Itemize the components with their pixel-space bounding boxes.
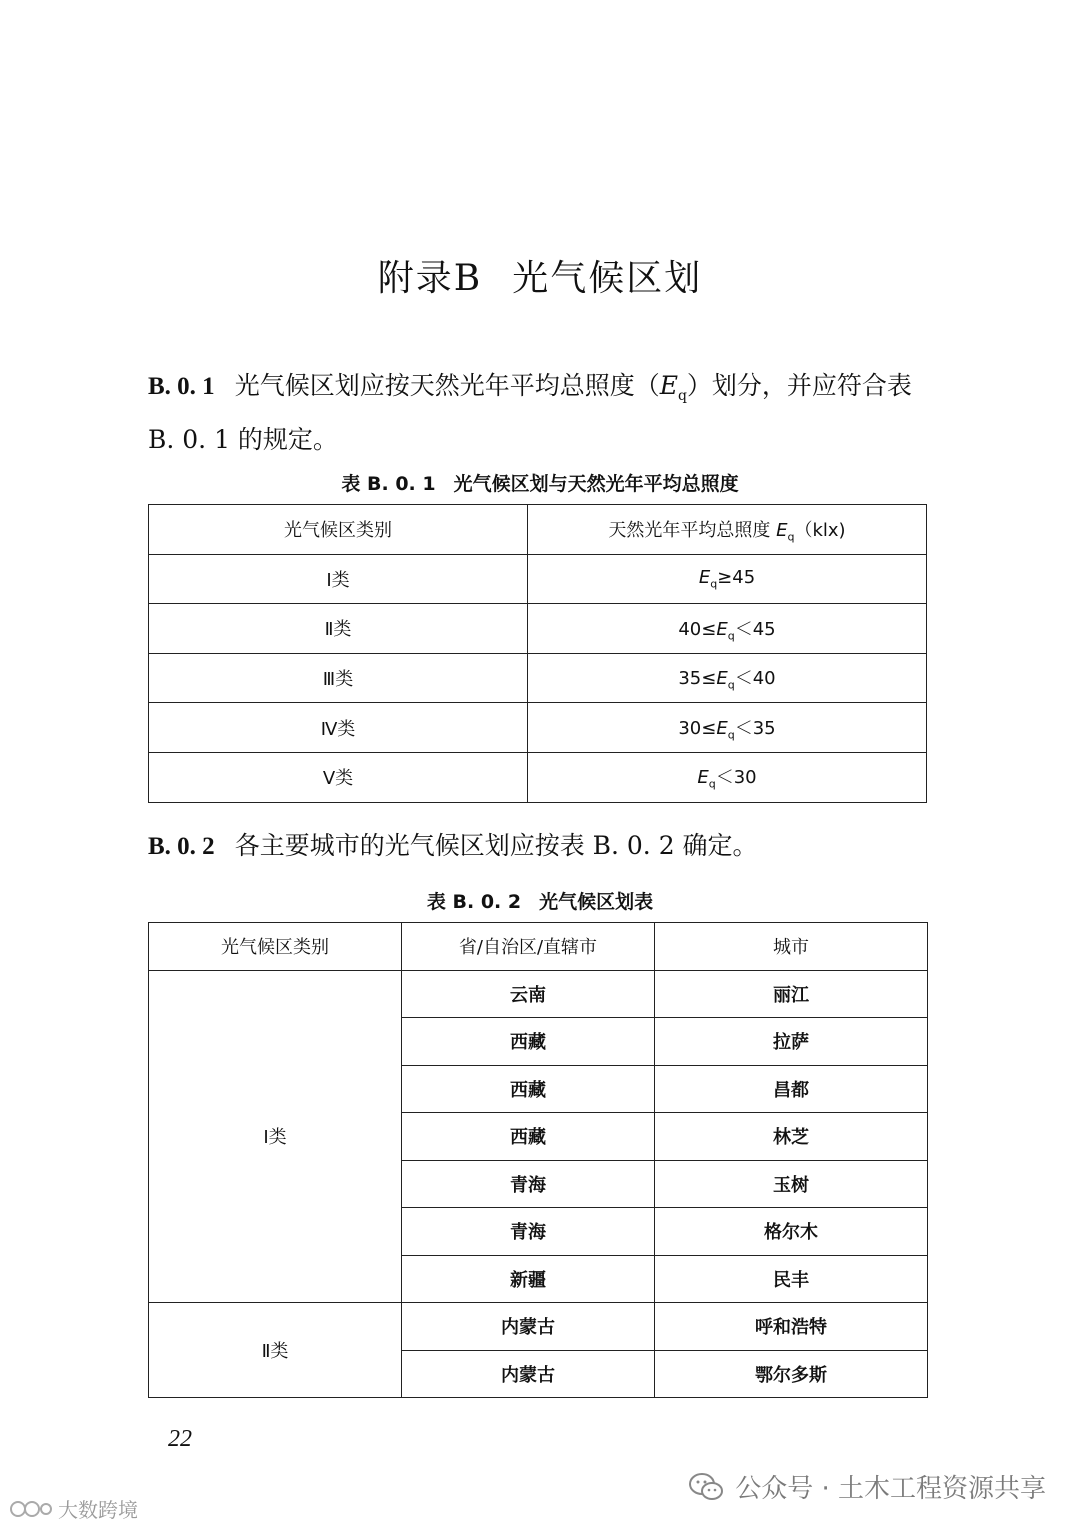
table1-caption bbox=[0, 469, 1080, 496]
zone-category: Ⅴ类 bbox=[149, 752, 528, 802]
province-cell: 西藏 bbox=[402, 1065, 655, 1113]
page-title bbox=[0, 250, 1080, 301]
table-row bbox=[149, 703, 927, 753]
caption-text: 光气候区划表 bbox=[539, 891, 654, 913]
header-category: 光气候区类别 bbox=[149, 923, 402, 971]
province-cell: 内蒙古 bbox=[402, 1303, 655, 1351]
watermark-left bbox=[8, 1494, 138, 1523]
illuminance-range: $30\le E_q<35$ bbox=[528, 703, 927, 753]
watermark-left-text: 大数跨境 bbox=[58, 1498, 138, 1522]
wechat-icon bbox=[689, 1473, 723, 1501]
table-header-row bbox=[149, 923, 928, 971]
province-cell: 内蒙古 bbox=[402, 1350, 655, 1398]
city-cell: 格尔木 bbox=[655, 1208, 928, 1256]
clause-b02 bbox=[148, 824, 938, 869]
city-cell: 丽江 bbox=[655, 970, 928, 1018]
city-cell: 昌都 bbox=[655, 1065, 928, 1113]
caption-number: 表 B. 0. 1 bbox=[341, 473, 436, 495]
province-cell: 云南 bbox=[402, 970, 655, 1018]
illuminance-range: $35\le E_q<40$ bbox=[528, 653, 927, 703]
city-cell: 民丰 bbox=[655, 1255, 928, 1303]
page-number: 22 bbox=[168, 1426, 192, 1452]
clause-number: B. 0. 2 bbox=[148, 833, 215, 860]
city-cell: 呼和浩特 bbox=[655, 1303, 928, 1351]
illuminance-range: $E_q\ge 45$ bbox=[528, 554, 927, 604]
table-row bbox=[149, 653, 927, 703]
clause-b01 bbox=[148, 364, 938, 462]
zone-category: Ⅰ类 bbox=[149, 970, 402, 1303]
climate-zone-city-table bbox=[148, 922, 928, 1398]
eq-symbol: E bbox=[659, 371, 678, 400]
zone-category: Ⅳ类 bbox=[149, 703, 528, 753]
clause-text-a: 光气候区划应按天然光年平均总照度（ bbox=[234, 371, 660, 400]
province-cell: 西藏 bbox=[402, 1018, 655, 1066]
table-row bbox=[149, 1303, 928, 1351]
header-category: 光气候区类别 bbox=[149, 505, 528, 555]
header-province: 省/自治区/直辖市 bbox=[402, 923, 655, 971]
zone-category: Ⅲ类 bbox=[149, 653, 528, 703]
zone-category: Ⅰ类 bbox=[149, 554, 528, 604]
city-cell: 林芝 bbox=[655, 1113, 928, 1161]
zone-category: Ⅱ类 bbox=[149, 1303, 402, 1398]
province-cell: 青海 bbox=[402, 1208, 655, 1256]
title-text: 光气候区划 bbox=[512, 258, 703, 299]
illuminance-range: $E_q<30$ bbox=[528, 752, 927, 802]
title-appendix: 附录B bbox=[377, 258, 483, 299]
zone-category: Ⅱ类 bbox=[149, 604, 528, 654]
caption-number: 表 B. 0. 2 bbox=[426, 891, 522, 913]
caption-text: 光气候区划与天然光年平均总照度 bbox=[453, 473, 739, 495]
table-row bbox=[149, 752, 927, 802]
city-cell: 拉萨 bbox=[655, 1018, 928, 1066]
clause-text-b: ）划分，并应符合表 B. 0. 1 的规定。 bbox=[148, 371, 912, 454]
city-cell: 鄂尔多斯 bbox=[655, 1350, 928, 1398]
watermark-right bbox=[689, 1468, 1046, 1505]
table-row bbox=[149, 554, 927, 604]
table2-caption bbox=[0, 887, 1080, 914]
eq-subscript: q bbox=[677, 388, 687, 404]
clause-number: B. 0. 1 bbox=[148, 373, 215, 400]
illuminance-range: $40\le E_q<45$ bbox=[528, 604, 927, 654]
table-row bbox=[149, 970, 928, 1018]
province-cell: 青海 bbox=[402, 1160, 655, 1208]
brand-logo-icon bbox=[8, 1498, 54, 1520]
city-cell: 玉树 bbox=[655, 1160, 928, 1208]
clause-text: 各主要城市的光气候区划应按表 B. 0. 2 确定。 bbox=[234, 831, 758, 860]
province-cell: 西藏 bbox=[402, 1113, 655, 1161]
table-header-row bbox=[149, 505, 927, 555]
climate-zone-illuminance-table bbox=[148, 504, 927, 803]
header-illuminance: 天然光年平均总照度 $E_q(klx)$ bbox=[528, 505, 927, 555]
table-row bbox=[149, 604, 927, 654]
header-city: 城市 bbox=[655, 923, 928, 971]
watermark-right-text: 公众号 · 土木工程资源共享 bbox=[735, 1474, 1046, 1504]
province-cell: 新疆 bbox=[402, 1255, 655, 1303]
